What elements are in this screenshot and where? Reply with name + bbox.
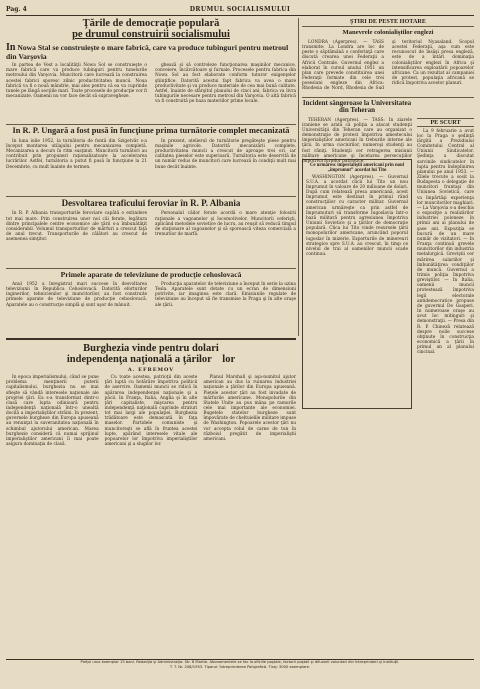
article-body-right: In prezent, atelierul de turnătorie pregăteşte piese pentru maşinile agricole. Datorită mecanizării complete, productivitatea muncii a crescut de aproape trei ori, iar calitatea pieselor este superioară. Turnătoria este deservită de un număr redus de muncitori care lucrează în condiţii mult mai bune decât înainte.: [155, 138, 296, 170]
boxed-story-body: WASHINGTON (Agerpres). — Guvernul S.U.A. a acordat clicii lui Tito un nou împrumut în valoare de 20 milioane de dolari. După cum relatează presa americană, acest împrumut este destinat în primul rând construcţiilor cu caracter militar. Guvernul american urmăreşte ca prin astfel de împrumuturi să transforme Iugoslavia într-o bază militară pentru agresiunea împotriva Uniunii Sovietice şi a ţărilor de democraţie populară. Clica lui Tito vinde resursele ţării monopolurilor americane, aruncând poporul iugoslav în mizerie. Exporturile de minereuri strategice spre S.U.A. au crescut, în timp ce nivelul de trai al oamenilor muncii scade continuu.: [306, 174, 408, 258]
article-body-right: Planul Marshall şi aşa-numitul ajutor american au dus la ruinarea industriei naţionale a ţărilor din Europa apuseană. Pieţele acestor ţări au fost invadate de mărfurile americane. Monopolurile din Statele Unite au pus mâna pe ramurile cele mai importante ale economiei. Bugetele statelor burgheze sunt împovărate de cheltuielile militare impuse de Washington. Popoarele acestor ţări nu vor accepta rolul de carne de tun în războiul pregătit de imperialiştii americani.: [203, 375, 297, 442]
article-body-middle: Cu toate acestea, patrioţii din aceste ţări luptă cu hotărâre împotriva politicii de aservire. Oamenii muncii se ridică în apărarea independenţei naţionale şi a păcii. In Franţa, Italia, Anglia şi în alte ţări capitaliste, mişcarea pentru independenţă naţională cuprinde straturi tot mai largi ale populaţiei. Burghezia trădătoare este demascată în faţa maselor. Partidele comuniste şi muncitoreşti se află în fruntea acestei lupte, apărând interesele vitale ale popoarelor lor împotriva imperialiştilor americani şi a slugilor lor.: [104, 375, 198, 448]
article-body: [6, 63, 296, 121]
masthead: DRUMUL SOCIALISMULUI: [189, 6, 291, 13]
article-body-left: In epoca imperialismului, când se pune problema menţinerii puterii capitalismului, burghezia nu se mai sfieşte să vândă interesele naţionale ale propriei ţări. Ea s-a transformat dintr-o clasă care lupta odinioară pentru independenţă naţională într-o unealtă docilă a imperialiştilor străini. In prezent, guvernele burgheze din Europa apuseană au renunţat la suveranitatea naţională în schimbul ajutorului american. Marea burghezie consideră că numai sprijinul imperialiştilor americani îi mai poate asigura dominaţia de clasă.: [6, 375, 99, 448]
lead-headline-text: Nowa Stal se construieşte o mare fabrică, care va produce tubinguri pentru metroul din Varşovia: [6, 43, 289, 62]
article-title: Desvoltarea traficului feroviar în R. P. Albania: [61, 198, 241, 208]
footer-line2: T. T. Nr. 208/1953. Tiparul: Întreprinderea Poligrafică. Tiraj: 3000 exemplare.: [169, 664, 311, 669]
story-body-colonialists: LONDRA (Agerpres). — TASS transmite: La Londra are loc de peste o săptămână o conferinţă care discută crearea unei Federaţii a Africii Centrale. Guvernul englez a elaborat în cursul anului 1951 un plan care prevede constituirea unei Federaţii formate din cele trei posesiuni engleze din Africa: Rhodesia de Nord, Rhodesia de Sud şi teritoriul Nyasaland. Scopul acestei Federaţii, aşa cum este recunoscut de însăşi presa engleză, este de a întări dominaţia colonialiştilor englezi în Africa şi intensificarea exploatării popoarelor africane. Ca un rezultat al campaniei de protest, populaţia africană se ridică împotriva acestor planuri.: [302, 39, 474, 92]
article-title-line2: [6, 354, 296, 365]
article-body: [6, 139, 296, 189]
short-news-body: La 9 februarie a avut loc la Praga o şedinţă lărgită a Prezidiului Comitetului Central al Uniunii Sindicatelor. Şedinţa a discutat sarcinile sindicatelor în lupta pentru îndeplinirea planului pe anul 1953. — Zilele trecute a sosit la Budapesta o delegaţie de muncitori fruntaşi din Uniunea Sovietică, care va împărtăşi experienţa lor muncitorilor maghiari. — La Varşovia s-a deschis o expoziţie a realizărilor industriei poloneze în primii ani ai planului de şase ani. Expoziţia se bucură de un mare număr de vizitatori. — In Franţa continuă grevele muncitorilor din industria metalurgică. Greviştii cer mărirea salariilor şi îmbunătăţirea condiţiilor de muncă. Guvernul a trimis poliţia împotriva greviştilor. — In Italia, oamenii muncii protestează împotriva legii electorale antidemocratice propuse de guvernul De Gasperi. In numeroase oraşe au avut loc mitinguri şi demonstraţii. — Presa din R. P. Chineză relatează despre noile succese obţinute în construcţia economică a ţării în primul an al planului cincinal.: [417, 128, 474, 356]
article-body-left: In luna iulie 1952, la turnătoria de fontă din Szigetvăr s-a început montarea utilajului pentru mecanizarea completă. Mecanizarea a decurs în ritm susţinut. Muncitorii turnători au contribuit prin propuneri raţionalizatoare la accelerarea lucrărilor. Astfel, turnătoria a putut fi pusă în funcţiune la 21 Decembrie, cu mult înainte de termen.: [6, 138, 147, 170]
lead-headline: [6, 43, 296, 61]
lead-headline-drop: In: [6, 42, 16, 54]
article-title-line2-text: independenţa naţională a ţărilor: [66, 354, 212, 366]
article-body-left: In R. P. Albania transporturile feroviare capătă o extindere tot mai mare. Prin construirea unor noi căi ferate, legătura dintre principalele centre economice ale ţării s-a îmbunătăţit considerabil. Volumul transporturilor de mărfuri a crescut faţă de anul trecut. Transporturile de călători au crescut de asemenea simţitor.: [6, 211, 147, 243]
column-rule: [298, 18, 299, 336]
story-title-teheran: Incident sângeroase la Universitatea din Teheran: [302, 98, 412, 115]
article-title: In R. P. Ungară a fost pusă în funcţiune prima turnătorie complet mecanizată: [12, 126, 290, 135]
boxed-story-title: Ce urmăresc imperialiştii americani prin noul „împrumut” acordat lui Tito: [309, 162, 405, 173]
story-body-teheran: TEHERAN (Agerpres). — TASS: In ziarele iraniene se arată că poliţia a atacat studenţii Universităţii din Teheran care au organizat o demonstraţie de protest împotriva amestecului imperialiştilor americani în treburile interne ale ţării. In urma ciocnirilor, numeroşi studenţi au fost răniţi. Studenţii cer retragerea misiunii militare americane şi încetarea persecuţiilor împotriva forţelor patriotice.: [302, 117, 412, 164]
article-body-left: Anul 1952 a înregistrat mari succese în desvoltarea televiziunii în Republica Cehoslovacă. Datorită eforturilor inginerilor, tehnicienilor şi muncitorilor, au fost construite primele aparate de televiziune de producţie cehoslovacă. Aparatele au o construcţie simplă şi sunt uşor de mânuit.: [6, 281, 147, 308]
article-body: [6, 211, 296, 263]
article-title-line1: Ţările de democraţie populară: [82, 18, 220, 29]
footer-line1: Preţul unui exemplar 15 bani. Redacţia şi Administraţia: Str. 8 Martie. Abonamentele se fac la oficiile poştale, factorii poştali şi difuzorii voluntari din întreprinderi şi instituţii.: [80, 660, 400, 664]
article-body: [6, 375, 296, 647]
foreign-news-section: [302, 18, 474, 658]
page-footer: [6, 659, 474, 669]
article-body-right: Producţia aparatelor de televiziune a început în serie la uzina Tesla. Aparatele sunt dotate cu un ecran de dimensiuni potrivite, iar imaginea este clară. Emisiunile regulate de televiziune au început să fie transmise la Praga şi în alte oraşe ale ţării.: [155, 281, 296, 308]
article-body-left: In partea de Vest a localităţii Nowa Sol se construieşte o mare fabrică care va produce tubinguri pentru tunelurile metroului din Varşovia. Muncitorii care lucrează la construirea acestei fabrici sporesc zilnic productivitatea muncii. Noua fabrică va fi o nouă mândrie, mai ales pentru că ea va cuprinde tunele pe lângă secţiile mari. Toate procesele de producţie vor fi mecanizate. Oamenii nu vor face decât să supravegheze.: [6, 63, 147, 99]
article-bourgeoisie: [6, 338, 296, 647]
article-body: [6, 282, 296, 336]
page-header: [6, 4, 474, 16]
article-byline: A. EFREMOV: [127, 367, 175, 374]
article-hungary: [6, 124, 296, 189]
article-czech-tv: [6, 268, 296, 336]
article-title-line1: Burghezia vinde pentru dolari: [83, 343, 219, 354]
newspaper-page: [6, 4, 474, 671]
section-title: ŞTIRI DE PESTE HOTARE: [302, 18, 474, 27]
article-title-tail: lor: [222, 354, 236, 366]
boxed-story-tito: [302, 159, 412, 409]
story-title-colonialists: Manevrele colonialiştilor englezi: [342, 29, 434, 36]
article-body-right: ghează şi să controleze funcţionarea maşinilor mecanice, conveiere, încărcătoare şi furnale. Procesele pentru fabrica din Nowa Sol au fost elaborate conform tuturor exigenţelor ştiinţifice. Datorită acestui fapt fabrica va avea o mare productivitate şi va produce materiale de cea mai bună calitate. Astfel, înainte de sfârşitul planului de cinci ani, fabrica va livra tubingurile necesare pentru metroul din Varşovia. O altă fabrică va fi construită pe baza materiilor prime locale.: [155, 63, 296, 105]
short-news-title: PE SCURT: [417, 118, 474, 127]
article-democracies: [6, 18, 296, 121]
article-title: Primele aparate de televiziune de producţie cehoslovacă: [60, 270, 242, 279]
article-body-right: Personalul căilor ferate acordă o mare atenţie folosirii raţionale a vagoanelor şi locomotivelor. Muncitorii ceferişti, aplicând metodele sovietice de lucru, au reuşit să reducă timpul de staţionare al vagoanelor şi să sporească viteza comercială a trenurilor de marfă.: [155, 211, 296, 238]
page-number: Pag. 4: [6, 6, 27, 13]
article-albania: [6, 196, 296, 263]
article-title-line2: pe drumul construirii socialismului: [72, 29, 230, 41]
